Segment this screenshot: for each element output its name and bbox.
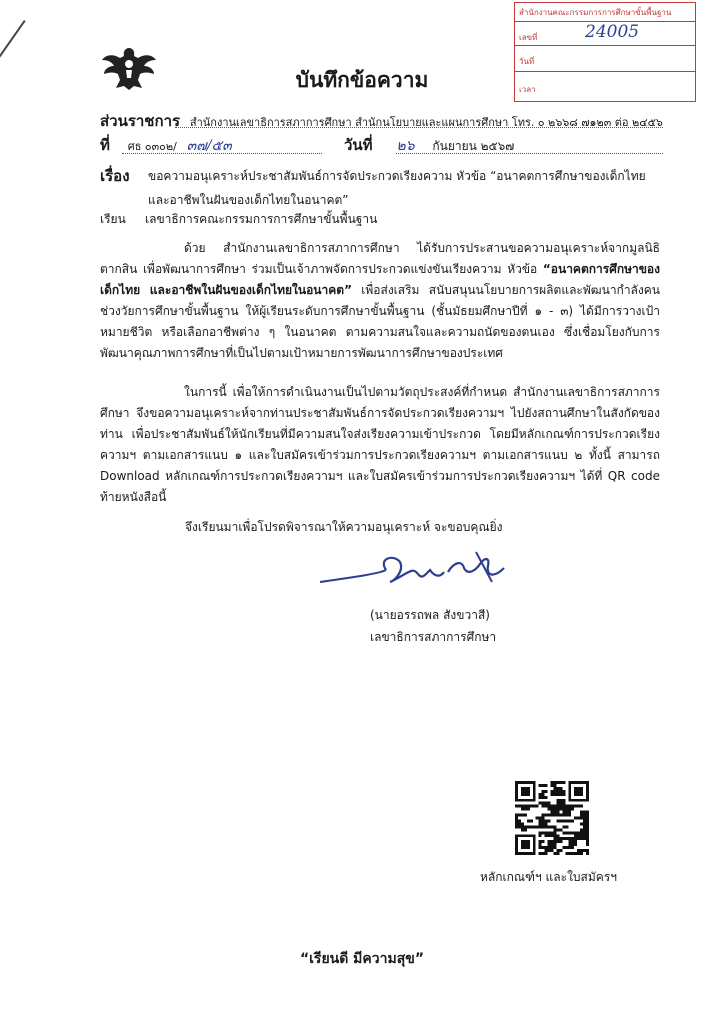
stamp-date-label: วันที่ [519,57,535,66]
stamp-number-value: 24005 [585,22,640,42]
p2-text: ในการนี้ เพื่อให้การดำเนินงานเป็นไปตามวัตถุประสงค์ที่กำหนด สำนักงานเลขาธิการสภาการศึกษา จึงขอความอนุเคราะห์จากท่านประชาสัมพันธ์การจัดประกวดเรียงความฯ ไปยังสถานศึกษาในสังกัดของท่าน เพื่อประชาสัมพันธ์ให้นักเรียนที่มีความสนใจส่งเรียงความเข้าประกวด โดยมีหลักเกณฑ์การประกวดเรียงความฯ ตามเอกสารแนบ ๑ และใบสมัครเข้าร่วมการประกวดเรียงความฯ ตามเอกสารแนบ ๒ ทั้งนี้ สามารถ Download หลักเกณฑ์การประกวดเรียงความฯ และใบสมัครเข้าร่วมการประกวดเรียงความฯ ได้ที่ QR code ท้ายหนังสือนี้ [100,385,660,504]
subject-label: เรื่อง [100,167,130,185]
date-label: วันที่ [344,136,373,154]
ref-number: ๓๗/๕๓ [186,138,232,154]
agency-dotline [175,127,663,128]
ref-prefix: ศธ ๐๓๐๒/ [127,140,177,153]
p1-text-b: เพื่อส่งเสริม สนับสนุนนโยบายการผลิตและพัฒนากำลังคนช่วงวัยการศึกษาขั้นพื้นฐาน ให้ผู้เรียนระดับการศึกษาขั้นพื้นฐาน (ชั้นมัธยมศึกษาปีที่ ๑ - ๓) ได้มีการวางเป้าหมายชีวิต หรือเลือกอาชีพต่าง ๆ ในอนาคต ตามความสนใจและความถนัดของตนเอง ซึ่งเชื่อมโยงกับการพัฒนาคุณภาพการศึกษาที่เป็นไปตามเป้าหมายการพัฒนาการศึกษาของประเทศ [100,283,661,360]
stamp-time-label: เวลา [519,85,536,94]
to-value: เลขาธิการคณะกรรมการการศึกษาขั้นพื้นฐาน [145,212,378,226]
ref-label: ที่ [100,136,110,154]
signer-block [370,604,496,648]
qr-caption: หลักเกณฑ์ฯ และใบสมัครฯ [480,870,617,884]
p1-essay-topic: “อนาคตการศึกษาของเด็กไทย และอาชีพในฝันของเด็กไทยในอนาคต” [100,262,660,297]
date-dotline [396,153,663,154]
memo-title: บันทึกข้อความ [295,68,429,92]
signer-position: เลขาธิการสภาการศึกษา [370,630,497,644]
to-label: เรียน [100,212,126,226]
signer-name: (นายอรรถพล สังขวาสี) [370,608,490,622]
body-paragraph-1 [100,238,660,364]
date-day: ๒๖ [396,138,415,154]
stamp-number-label: เลขที่ [519,33,538,42]
body-paragraph-2 [100,382,660,508]
to-row [100,210,378,229]
footer-motto: “เรียนดี มีความสุข” [299,951,425,967]
corner-pen-mark [0,20,26,60]
signature-image [318,548,518,598]
agency-label: ส่วนราชการ [100,112,181,130]
closing-line: จึงเรียนมาเพื่อโปรดพิจารณาให้ความอนุเคราะห์ จะขอบคุณยิ่ง [185,520,503,534]
agency-value: สำนักงานเลขาธิการสภาการศึกษา สำนักนโยบายและแผนการศึกษา โทร. ๐ ๒๖๖๘ ๗๑๒๓ ต่อ ๒๔๕๖ [189,116,663,129]
subject-value: ขอความอนุเคราะห์ประชาสัมพันธ์การจัดประกวดเรียงความ หัวข้อ “อนาคตการศึกษาของเด็กไทย และอาชีพในฝันของเด็กไทยในอนาคต” [148,169,646,207]
stamp-org: สำนักงานคณะกรรมการการศึกษาขั้นพื้นฐาน [519,8,672,17]
date-rest: กันยายน ๒๕๖๗ [432,139,515,153]
ref-dotline [122,153,322,154]
qr-code-image [515,780,589,856]
agency-row [100,109,663,133]
p1-text-a: ด้วย สำนักงานเลขาธิการสภาการศึกษา ได้รับการประสานขอความอนุเคราะห์จากมูลนิธิตากสิน เพื่อพัฒนาการศึกษา ร่วมเป็นเจ้าภาพจัดการประกวดแข่งขันเรียงความ หัวข้อ [100,241,660,276]
